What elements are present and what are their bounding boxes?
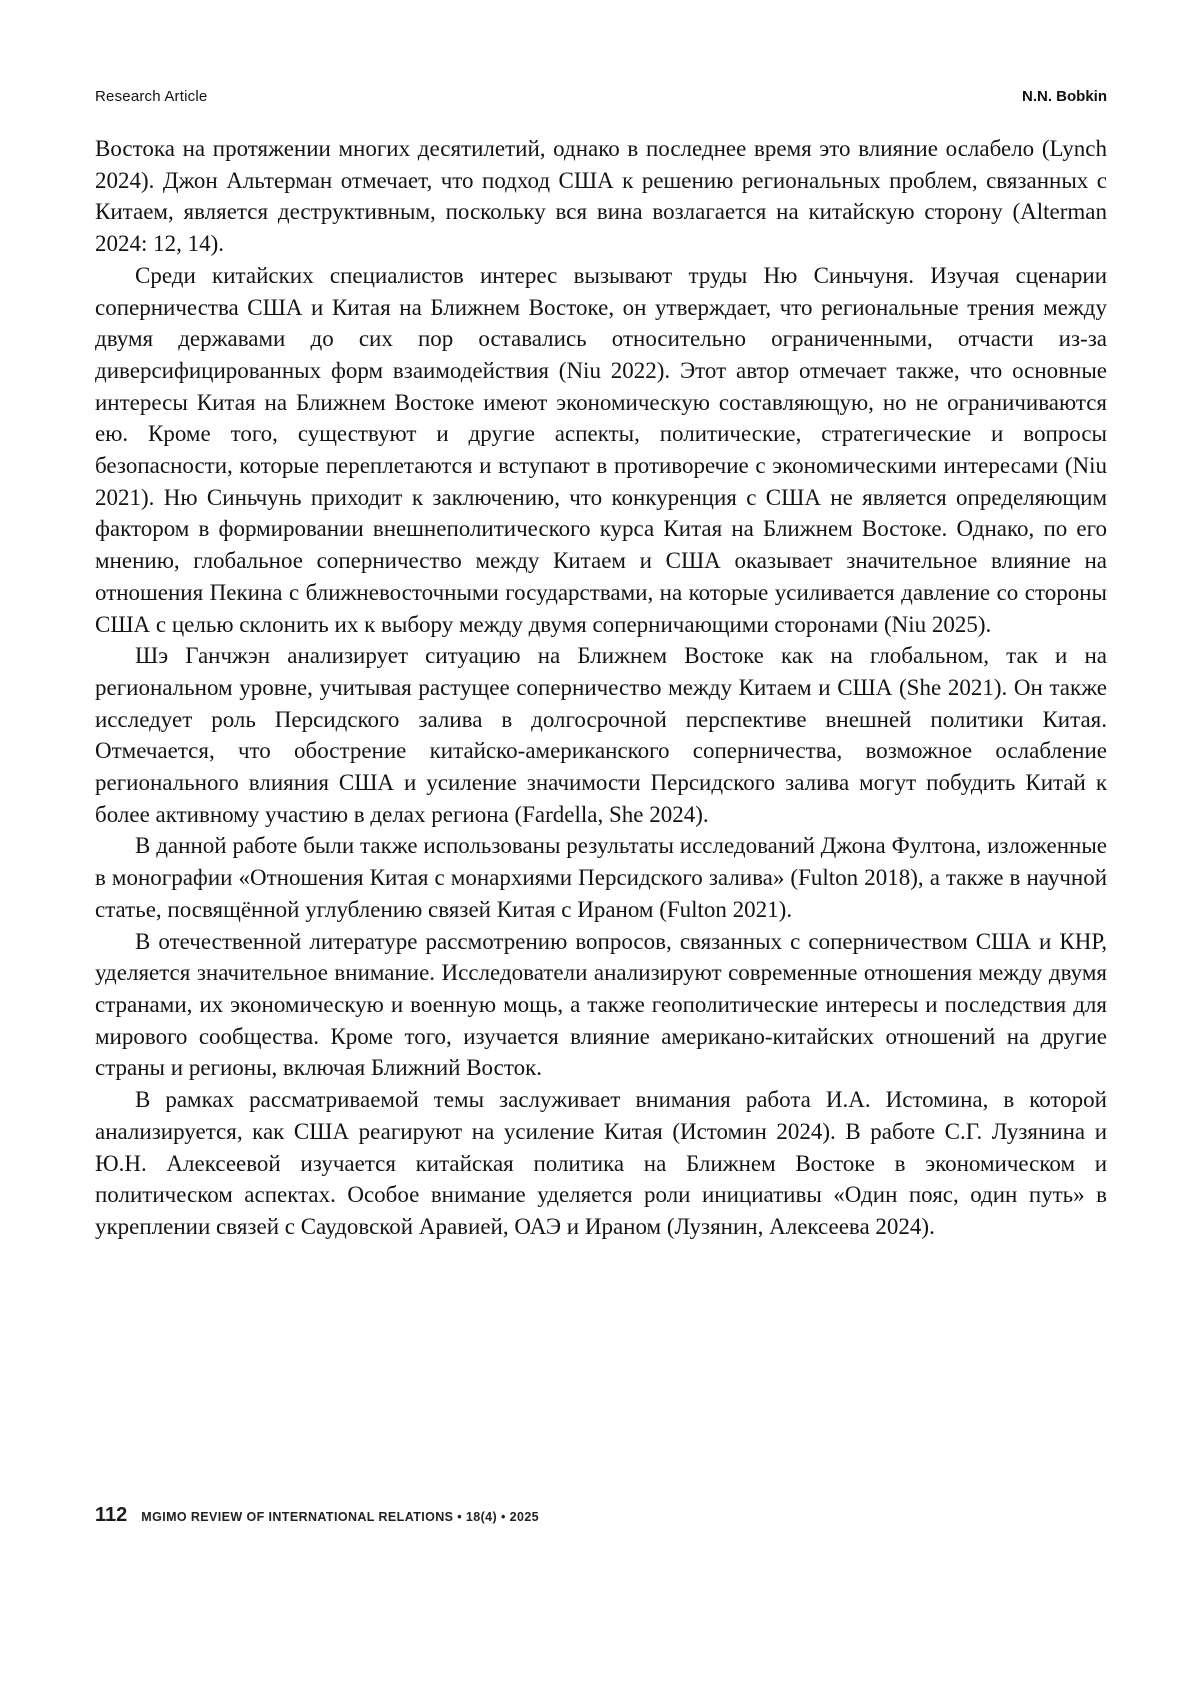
- page-header: [95, 88, 1107, 105]
- journal-footer-text: MGIMO REVIEW OF INTERNATIONAL RELATIONS • 18(4) • 2025: [141, 1510, 540, 1524]
- author-name: N.N. Bobkin: [1022, 88, 1107, 105]
- body-paragraph: В данной работе были также использованы результаты исследований Джона Фултона, изложенные в монографии «Отношения Китая с монархиями Персидского залива» (Fulton 2018), а также в научной статье, посвящённой углублению связей Китая с Ираном (Fulton 2021).: [95, 833, 1107, 922]
- body-paragraph: В отечественной литературе рассмотрению вопросов, связанных с соперничеством США и КНР, уделяется значительное внимание. Исследователи анализируют современные отношения между двумя странами, их экономическую и военную мощь, а также геополитические интересы и последствия для мирового сообщества. Кроме того, изучается влияние американо-китайских отношений на другие страны и регионы, включая Ближний Восток.: [95, 928, 1107, 1081]
- body-paragraph: Востока на протяжении многих десятилетий, однако в последнее время это влияние ослабело (Lynch 2024). Джон Альтерман отмечает, что подход США к решению региональных проблем, связанных с Китаем, является деструктивным, поскольку вся вина возлагается на китайскую сторону (Alterman 2024: 12, 14).: [95, 136, 1107, 257]
- page-footer: [95, 1504, 1107, 1527]
- page-number: 112: [95, 1504, 128, 1526]
- body-paragraph: Шэ Ганчжэн анализирует ситуацию на Ближнем Востоке как на глобальном, так и на региональном уровне, учитывая растущее соперничество между Китаем и США (She 2021). Он также исследует роль Персидского залива в долгосрочной перспективе внешней политики Китая. Отмечается, что обострение китайско-американского соперничества, возможное ослабление регионального влияния США и усиление значимости Персидского залива могут побудить Китай к более активному участию в делах региона (Fardella, She 2024).: [95, 643, 1107, 827]
- body-paragraph: Среди китайских специалистов интерес вызывают труды Ню Синьчуня. Изучая сценарии соперничества США и Китая на Ближнем Востоке, он утверждает, что региональные трения между двумя державами до сих пор оставались относительно ограниченными, отчасти из-за диверсифицированных форм взаимодействия (Niu 2022). Этот автор отмечает также, что основные интересы Китая на Ближнем Востоке имеют экономическую составляющую, но не ограничиваются ею. Кроме того, существуют и другие аспекты, политические, стратегические и вопросы безопасности, которые переплетаются и вступают в противоречие с экономическими интересами (Niu 2021). Ню Синьчунь приходит к заключению, что конкуренция с США не является определяющим фактором в формировании внешнеполитического курса Китая на Ближнем Востоке. Однако, по его мнению, глобальное соперничество между Китаем и США оказывает значительное влияние на отношения Пекина с ближневосточными государствами, на которые усиливается давление со стороны США с целью склонить их к выбору между двумя соперничающими сторонами (Niu 2025).: [95, 262, 1107, 637]
- article-body: [95, 133, 1107, 1243]
- body-paragraph: В рамках рассматриваемой темы заслуживает внимания работа И.А. Истомина, в которой анализируется, как США реагируют на усиление Китая (Истомин 2024). В работе С.Г. Лузянина и Ю.Н. Алексеевой изучается китайская политика на Ближнем Востоке в экономическом и политическом аспектах. Особое внимание уделяется роли инициативы «Один пояс, один путь» в укреплении связей с Саудовской Аравией, ОАЭ и Ираном (Лузянин, Алексеева 2024).: [95, 1087, 1107, 1239]
- article-type-label: Research Article: [95, 88, 208, 105]
